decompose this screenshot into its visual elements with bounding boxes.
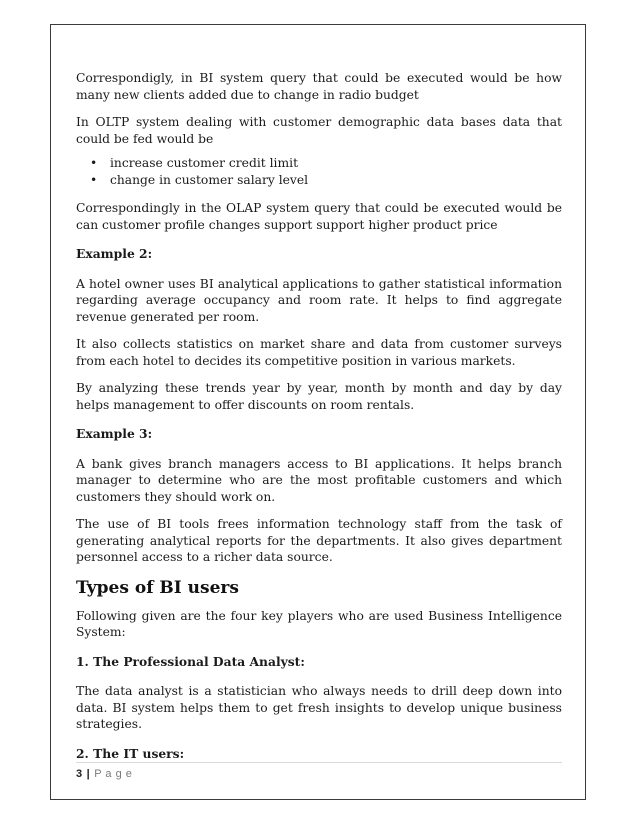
footer-divider xyxy=(76,762,562,763)
example-3-heading: Example 3: xyxy=(76,426,153,441)
paragraph-bank: A bank gives branch managers access to BI applications. It helps branch manager to determine who are the most profitable customers and which customers they should work on. xyxy=(76,456,562,504)
page-footer xyxy=(76,768,132,780)
section-heading: Types of BI users xyxy=(76,577,239,598)
document-body xyxy=(76,70,562,775)
paragraph-trends: By analyzing these trends year by year, month by month and day by day helps management to offer discounts on room rentals. xyxy=(76,381,562,412)
bullet-list xyxy=(76,155,562,188)
paragraph-olap: Correspondingly in the OLAP system query that could be executed would be can customer profile changes support support higher product price xyxy=(76,201,562,232)
list-item: • increase customer credit limit xyxy=(90,156,299,170)
paragraph-data-analyst: The data analyst is a statistician who always needs to drill deep down into data. BI system helps them to get fresh insights to develop unique business strategies. xyxy=(76,684,562,731)
page-label: P a g e xyxy=(94,768,133,780)
footer-separator: | xyxy=(86,768,91,780)
paragraph-market-share: It also collects statistics on market share and data from customer surveys from each hotel to decides its competitive position in various markets. xyxy=(76,337,562,368)
bullet-icon: • xyxy=(90,172,98,187)
subheading-it-users: 2. The IT users: xyxy=(76,745,185,761)
paragraph-bi-tools: The use of BI tools frees information technology staff from the task of generating analytical reports for the departments. It also gives department personnel access to a richer data source. xyxy=(76,517,562,564)
paragraph-key-players: Following given are the four key players who are used Business Intelligence System: xyxy=(76,608,562,639)
list-item: • change in customer salary level xyxy=(90,172,309,187)
paragraph-bi-query: Correspondigly, in BI system query that could be executed would be how many new clients added due to change in radio budget xyxy=(76,71,562,102)
bullet-icon: • xyxy=(90,156,98,170)
example-2-heading: Example 2: xyxy=(76,246,153,261)
paragraph-hotel: A hotel owner uses BI analytical applications to gather statistical information regarding average occupancy and room rate. It helps to find aggregate revenue generated per room. xyxy=(76,276,562,324)
paragraph-oltp: In OLTP system dealing with customer demographic data bases data that could be fed would be xyxy=(76,115,562,146)
subheading-data-analyst: 1. The Professional Data Analyst: xyxy=(76,653,305,669)
page-number: 3 xyxy=(76,768,83,780)
